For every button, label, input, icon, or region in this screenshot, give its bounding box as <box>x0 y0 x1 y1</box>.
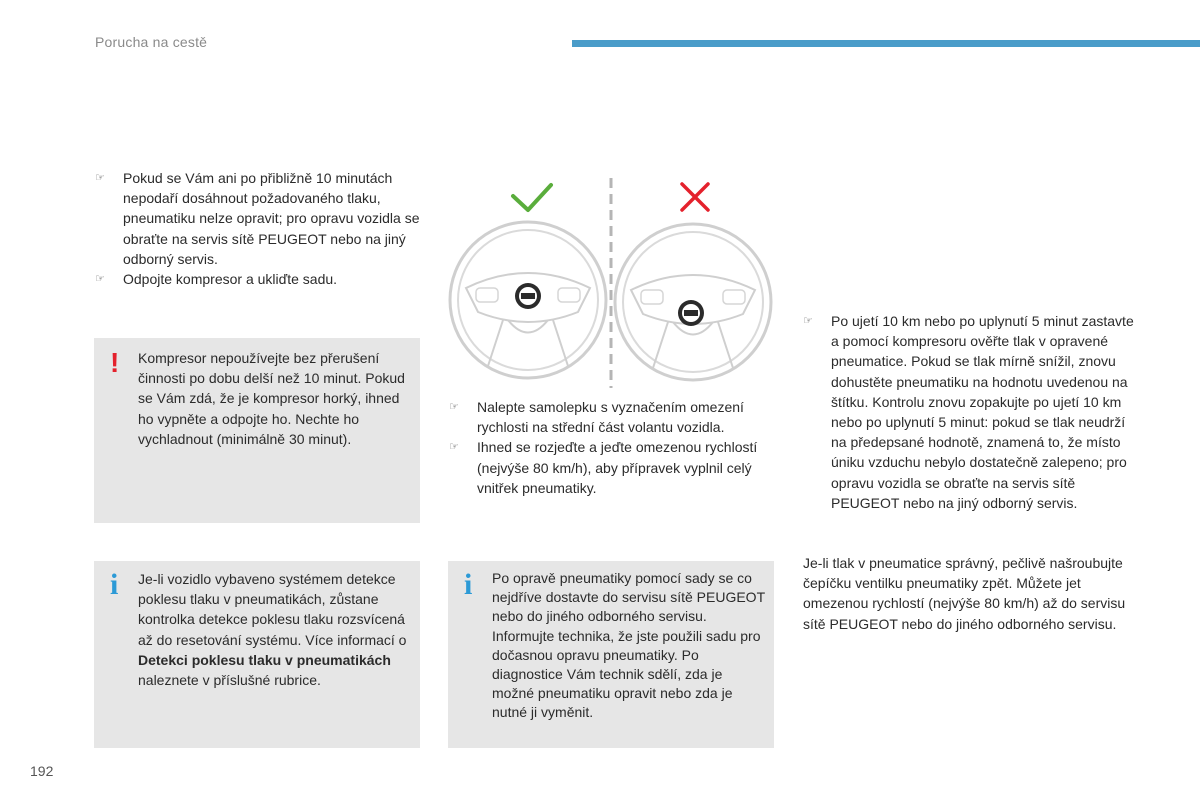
pointing-hand-icon: ☞ <box>449 440 459 454</box>
warning-box <box>94 338 420 523</box>
page-number: 192 <box>30 763 54 779</box>
check-icon <box>513 185 551 210</box>
info-icon: i <box>464 568 473 601</box>
warning-text: Kompresor nepoužívejte bez přerušení činnosti po dobu delší než 10 minut. Pokud se Vám zdá, že je kompresor horký, ihned ho vypněte a odpojte ho. Nechte ho vychladnout (minimálně 30 minut). <box>138 350 405 447</box>
info-box-left <box>94 561 420 748</box>
list-item-text: Po ujetí 10 km nebo po uplynutí 5 minut zastavte a pomocí kompresoru ověřte tlak v opravené pneumatice. Pokud se tlak mírně snížil, znovu dohustěte pneumatiku na hodnotu uvedenou na štítku. Kontrolu znovu zopakujte po ujetí 10 km nebo po uplynutí 5 minut: pokud se tlak neudrží na předepsané hodnotě, znamená to, že místo úniku vzduchu nebylo dostatečně zalepeno; pro opravu vozidla se obraťte na servis sítě PEUGEOT nebo na jiný odborný servis. <box>831 313 1134 511</box>
steering-wheel-correct <box>450 222 606 378</box>
middle-bullet-list <box>449 397 779 498</box>
pointing-hand-icon: ☞ <box>95 272 105 286</box>
list-item-text: Odpojte kompresor a ukliďte sadu. <box>123 271 338 288</box>
list-item <box>803 311 1138 513</box>
exclamation-icon: ! <box>110 347 120 378</box>
info-text-link-topic: Detekci poklesu tlaku v pneumatikách <box>138 651 391 668</box>
right-bullet-list <box>803 311 1138 513</box>
left-bullet-list <box>95 168 425 289</box>
header-accent-bar <box>572 40 1200 47</box>
info-icon: i <box>110 568 119 601</box>
cross-icon <box>682 184 708 210</box>
list-item <box>95 168 425 269</box>
info-text <box>138 569 416 690</box>
info-text-part: Je-li vozidlo vybaveno systémem detekce poklesu tlaku v pneumatikách, zůstane kontrolka detekce poklesu tlaku rozsvícená až do resetování systému. Více informací o <box>138 571 407 648</box>
list-item <box>449 397 779 437</box>
list-item <box>95 269 425 289</box>
list-item-text: Pokud se Vám ani po přibližně 10 minutách nepodaří dosáhnout požadovaného tlaku, pneumatiku nelze opravit; pro opravu vozidla se obraťte na servis sítě PEUGEOT nebo na jiný odborný servis. <box>123 170 420 267</box>
info-text-part: naleznete v příslušné rubrice. <box>138 672 321 689</box>
info-box-middle <box>448 561 774 748</box>
pointing-hand-icon: ☞ <box>449 400 459 413</box>
steering-wheel-illustration <box>448 170 778 392</box>
right-paragraph: Je-li tlak v pneumatice správný, pečlivě našroubujte čepíčku ventilku pneumatiky zpět. Můžete jet omezenou rychlostí (nejvýše 80 km/h) až do servisu sítě PEUGEOT nebo do jiného odborného servisu. <box>803 555 1126 632</box>
pointing-hand-icon: ☞ <box>803 314 813 327</box>
list-item-text: Nalepte samolepku s vyznačením omezení rychlosti na střední část volantu vozidla. <box>477 399 744 436</box>
steering-wheel-wrong <box>615 224 771 380</box>
section-title: Porucha na cestě <box>95 34 208 50</box>
info-text: Po opravě pneumatiky pomocí sady se co nejdříve dostavte do servisu sítě PEUGEOT nebo do jiného odborného servisu. Informujte technika, že jste použili sadu pro dočasnou opravu pneumatiky. Po diagnostice Vám technik sdělí, zda je možné pneumatiku opravit nebo zda je nutné ji vyměnit. <box>492 570 765 721</box>
list-item-text: Ihned se rozjeďte a jeďte omezenou rychlostí (nejvýše 80 km/h), aby přípravek vyplnil celý vnitřek pneumatiky. <box>477 439 758 496</box>
pointing-hand-icon: ☞ <box>95 171 105 184</box>
list-item <box>449 437 779 498</box>
